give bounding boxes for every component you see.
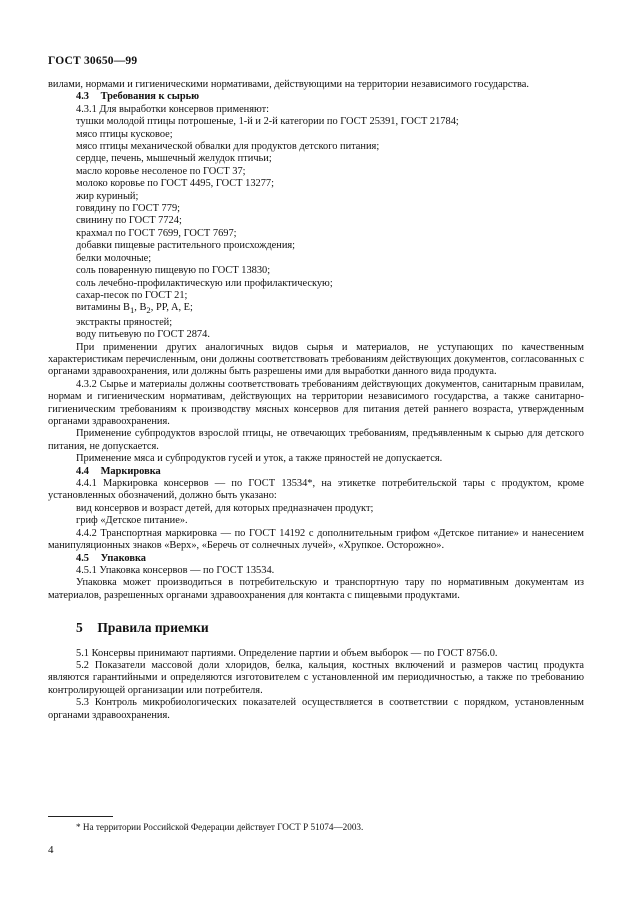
list-item: воду питьевую по ГОСТ 2874.	[76, 329, 210, 341]
list-item: мясо птицы кусковое;	[76, 128, 173, 140]
list-item: говядину по ГОСТ 779;	[76, 203, 181, 215]
paragraph: Упаковка может производиться в потребительскую и транспортную тару по нормативным документам из материалов, разрешенных органами здравоохранения для контакта с пищевыми продуктами.	[48, 577, 584, 601]
footnote-divider	[48, 816, 113, 817]
paragraph: 5.1 Консервы принимают партиями. Определение партии и объем выборок — по ГОСТ 8756.0.	[76, 647, 498, 659]
subsection-number: 4.4	[76, 465, 89, 477]
subsection-heading	[48, 91, 584, 103]
paragraph: 4.3.2 Сырье и материалы должны соответствовать требованиям действующих документов, санитарным правилам, нормам и гигиеническим нормативам, действующих на территории независимого государства, а также санитарно-гигиеническим требованиям к производству мясных консервов для питания детей раннего возраста, утвержденным органами здравоохранения.	[48, 378, 584, 428]
page-header: ГОСТ 30650—99	[48, 55, 138, 67]
list-item: соль лечебно-профилактическую или профилактическую;	[76, 277, 333, 289]
list-item: добавки пищевые растительного происхождения;	[76, 240, 296, 252]
list-item: белки молочные;	[76, 252, 152, 264]
list-item: крахмал по ГОСТ 7699, ГОСТ 7697;	[76, 227, 237, 239]
footnote: * На территории Российской Федерации действует ГОСТ Р 51074—2003.	[76, 822, 364, 832]
list-item: жир куриный;	[76, 190, 139, 202]
document-body	[48, 79, 584, 722]
paragraph: 4.5.1 Упаковка консервов — по ГОСТ 13534.	[76, 564, 275, 576]
list-item: сердце, печень, мышечный желудок птичьи;	[76, 153, 272, 165]
subsection-title: Упаковка	[100, 552, 146, 564]
list-item: соль поваренную пищевую по ГОСТ 13830;	[76, 265, 271, 277]
paragraph: вилами, нормами и гигиеническими нормативами, действующими на территории независимого государства.	[48, 79, 530, 90]
subsection-heading	[48, 553, 584, 565]
section-heading	[48, 622, 584, 634]
list-item: масло коровье несоленое по ГОСТ 37;	[76, 165, 246, 177]
subsection-heading	[48, 466, 584, 478]
paragraph: 4.3.1 Для выработки консервов применяют:	[76, 103, 270, 115]
list-item: мясо птицы механической обвалки для продуктов детского питания;	[76, 141, 380, 153]
list-item: молоко коровье по ГОСТ 4495, ГОСТ 13277;	[76, 178, 274, 190]
paragraph: При применении других аналогичных видов сырья и материалов, не уступающих по качественным характеристикам перечисленным, они должны соответствовать требованиям действующих документов, согласованных с органами здравоохранения, или должны быть разрешены ими для выработки данного вида продукта.	[48, 341, 584, 378]
page-number: 4	[48, 844, 54, 856]
subsection-number: 4.5	[76, 552, 89, 564]
subsection-title: Требования к сырью	[100, 91, 200, 103]
list-item: тушки молодой птицы потрошеные, 1-й и 2-й категории по ГОСТ 25391, ГОСТ 21784;	[76, 116, 459, 128]
section-title: Правила приемки	[97, 620, 209, 636]
list-item-vitamins: витамины $B_1$, $B_2$, PP, A, E;	[76, 302, 193, 316]
list-item: свинину по ГОСТ 7724;	[76, 215, 182, 227]
list-item: вид консервов и возраст детей, для которых предназначен продукт;	[76, 502, 374, 514]
paragraph: 5.3 Контроль микробиологических показателей осуществляется в соответствии с порядком, установленным органами здравоохранения.	[48, 697, 584, 721]
section-number: 5	[76, 620, 83, 636]
list-item: сахар-песок по ГОСТ 21;	[76, 289, 188, 301]
list-item: гриф «Детское питание».	[76, 515, 188, 527]
subsection-title: Маркировка	[100, 465, 161, 477]
paragraph: Применение мяса и субпродуктов гусей и уток, а также пряностей не допускается.	[76, 453, 443, 465]
paragraph: 4.4.1 Маркировка консервов — по ГОСТ 13534*, на этикетке потребительской тары с продуктом, кроме установленных обозначений, должно быть указано:	[48, 478, 584, 502]
paragraph: Применение субпродуктов взрослой птицы, не отвечающих требованиям, предъявленным к сырью для детского питания, не допускается.	[48, 428, 584, 452]
subsection-number: 4.3	[76, 91, 89, 103]
list-item: экстракты пряностей;	[76, 316, 173, 328]
paragraph: 5.2 Показатели массовой доли хлоридов, белка, кальция, костных включений и размеров частиц продукта являются гарантийными и определяются изготовителем с установленной им периодичностью, а также по требованию контролирующей организации или потребителя.	[48, 659, 584, 696]
paragraph: 4.4.2 Транспортная маркировка — по ГОСТ 14192 с дополнительным грифом «Детское питание» и нанесением манипуляционных знаков «Верх», «Беречь от солнечных лучей», «Хрупкое. Осторожно».	[48, 527, 584, 552]
